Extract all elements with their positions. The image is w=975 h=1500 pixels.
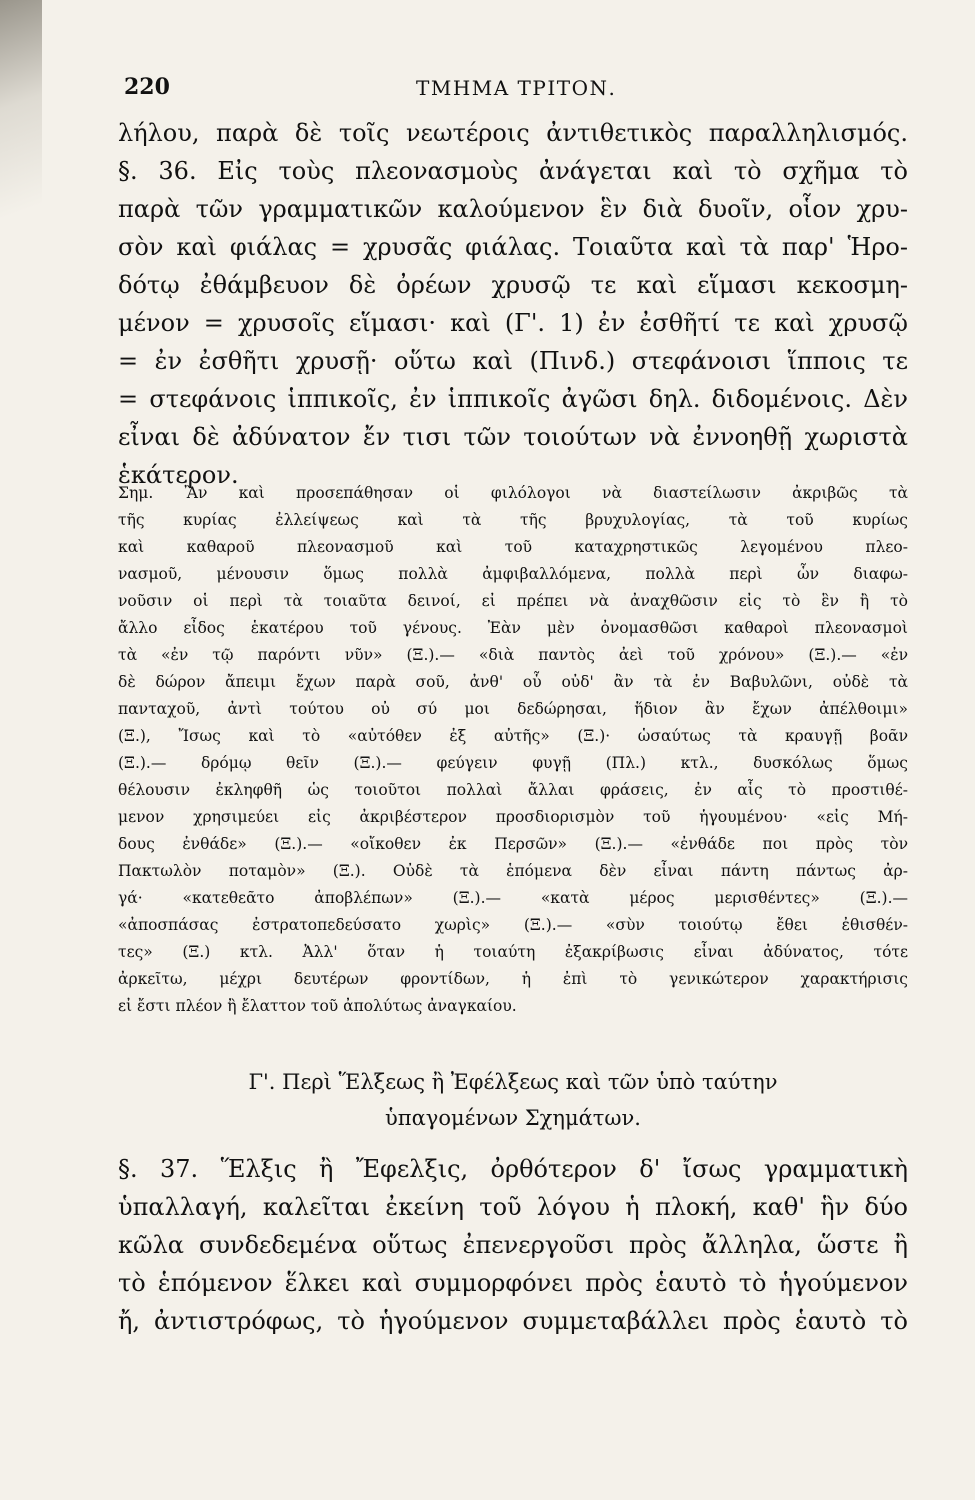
text-line: = ἐν ἐσθῆτι χρυσῇ· οὕτω καὶ (Πινδ.) στεφάνοισι ἵπποις τε <box>118 347 908 375</box>
text-line: = στεφάνοις ἱππικοῖς, ἐν ἱππικοῖς ἀγῶσι δηλ. διδομένοις. Δὲν <box>118 385 908 413</box>
section-37-text <box>118 1150 908 1340</box>
text-line: κῶλα συνδεδεμένα οὕτως ἐπενεργοῦσι πρὸς ἄλληλα, ὥστε ἢ <box>118 1231 908 1259</box>
note-line: νοῦσιν οἱ περὶ τὰ τοιαῦτα δεινοί, εἰ πρέπει νὰ ἀναχθῶσιν εἰς τὸ ἓν ἢ τὸ <box>118 592 908 610</box>
note-line: θέλουσιν ἐκληφθῆ ὡς τοιοῦτοι πολλαὶ ἄλλαι φράσεις, ἐν αἷς τὸ προστιθέ- <box>118 781 908 799</box>
text-line: λήλου, παρὰ δὲ τοῖς νεωτέροις ἀντιθετικὸς παραλληλισμός. <box>118 119 908 147</box>
note-line: ἄλλο εἶδος ἑκατέρου τοῦ γένους. Ἐὰν μὲν ὀνομασθῶσι καθαροὶ πλεονασμοὶ <box>118 619 908 637</box>
text-line: μένον = χρυσοῖς εἵμασι· καὶ (Γ'. 1) ἐν ἐσθῆτί τε καὶ χρυσῷ <box>118 309 908 337</box>
section-heading <box>118 1064 908 1136</box>
note-line: (Ξ.), Ἴσως καὶ τὸ «αὐτόθεν ἐξ αὐτῆς» (Ξ.)· ὡσαύτως τὰ κραυγῇ βοᾶν <box>118 727 908 745</box>
note-line: «ἀποσπάσας ἐστρατοπεδεύσατο χωρὶς» (Ξ.).— «σὺν τοιούτῳ ἔθει ἐθισθέν- <box>118 916 908 934</box>
page-header <box>120 70 900 110</box>
text-line: εἶναι δὲ ἀδύνατον ἔν τισι τῶν τοιούτων νὰ ἐννοηθῇ χωριστὰ <box>118 423 908 451</box>
text-line: ὑπαλλαγή, καλεῖται ἐκείνη τοῦ λόγου ἡ πλοκή, καθ' ἣν δύο <box>118 1193 908 1221</box>
note-line: καὶ καθαροῦ πλεονασμοῦ καὶ τοῦ καταχρηστικῶς λεγομένου πλεο- <box>118 538 908 556</box>
note-line: ἀρκεῖτω, μέχρι δευτέρων φροντίδων, ἡ ἐπὶ τὸ γενικώτερον χαρακτήρισις <box>118 970 908 988</box>
note-line: τες» (Ξ.) κτλ. Ἀλλ' ὅταν ἡ τοιαύτη ἐξακρίβωσις εἶναι ἀδύνατος, τότε <box>118 943 908 961</box>
running-title: ΤΜΗΜΑ ΤΡΙΤΟΝ. <box>416 76 617 100</box>
page-edge-shadow <box>0 0 42 260</box>
note-line: γά· «κατεθεᾶτο ἀποβλέπων» (Ξ.).— «κατὰ μέρος μερισθέντες» (Ξ.).— <box>118 889 908 907</box>
note-line: Σημ. Ἂν καὶ προσεπάθησαν οἱ φιλόλογοι νὰ διαστείλωσιν ἀκριβῶς τὰ <box>118 484 908 502</box>
note-line: δὲ δώρον ἄπειμι ἔχων παρὰ σοῦ, ἀνθ' οὗ οὐδ' ἂν τὰ ἐν Βαβυλῶνι, οὐδὲ τὰ <box>118 673 908 691</box>
footnote-text <box>118 480 908 1020</box>
note-line: εἰ ἔστι πλέον ἢ ἔλαττον τοῦ ἀπολύτως ἀναγκαίου. <box>118 997 517 1015</box>
note-line: μενον χρησιμεύει εἰς ἀκριβέστερον προσδιορισμὸν τοῦ ἡγουμένου· «εἰς Μή- <box>118 808 908 826</box>
note-line: Πακτωλὸν ποταμὸν» (Ξ.). Οὐδὲ τὰ ἑπόμενα δὲν εἶναι πάντη πάντως ἀρ- <box>118 862 908 880</box>
note-line: δους ἐνθάδε» (Ξ.).— «οἴκοθεν ἐκ Περσῶν» (Ξ.).— «ἐνθάδε ποι πρὸς τὸν <box>118 835 908 853</box>
note-line: νασμοῦ, μένουσιν ὅμως πολλὰ ἀμφιβαλλόμενα, πολλὰ περὶ ὧν διαφω- <box>118 565 908 583</box>
note-line: τὰ «ἐν τῷ παρόντι νῦν» (Ξ.).— «διὰ παντὸς ἀεὶ τοῦ χρόνου» (Ξ.).— «ἐν <box>118 646 908 664</box>
page-number: 220 <box>124 74 170 100</box>
note-line: (Ξ.).— δρόμῳ θεῖν (Ξ.).— φεύγειν φυγῇ (Πλ.) κτλ., δυσκόλως ὅμως <box>118 754 908 772</box>
text-line: §. 37. Ἕλξις ἢ Ἔφελξις, ὀρθότερον δ' ἴσως γραμματικὴ <box>118 1155 908 1183</box>
text-line: ἤ, ἀντιστρόφως, τὸ ἡγούμενον συμμεταβάλλει πρὸς ἑαυτὸ τὸ <box>118 1307 908 1335</box>
text-line: παρὰ τῶν γραμματικῶν καλούμενον ἓν διὰ δυοῖν, οἷον χρυ- <box>118 195 908 223</box>
section-heading-line-1: Γ'. Περὶ Ἕλξεως ἢ Ἐφέλξεως καὶ τῶν ὑπὸ ταύτην <box>248 1070 778 1094</box>
text-line: §. 36. Εἰς τοὺς πλεονασμοὺς ἀνάγεται καὶ τὸ σχῆμα τὸ <box>118 157 908 185</box>
note-line: τῆς κυρίας ἐλλείψεως καὶ τὰ τῆς βρυχυλογίας, τὰ τοῦ κυρίως <box>118 511 908 529</box>
text-line: σὸν καὶ φιάλας = χρυσᾶς φιάλας. Τοιαῦτα καὶ τὰ παρ' Ἡρο- <box>118 233 908 261</box>
text-line: δότῳ ἐθάμβευον δὲ ὀρέων χρυσῷ τε καὶ εἵμασι κεκοσμη- <box>118 271 908 299</box>
text-line: ἑκάτερον. <box>118 461 239 489</box>
section-36-text <box>118 114 908 494</box>
text-line: τὸ ἑπόμενον ἕλκει καὶ συμμορφόνει πρὸς ἑαυτὸ τὸ ἡγούμενον <box>118 1269 908 1297</box>
section-heading-line-2: ὑπαγομένων Σχημάτων. <box>385 1106 641 1130</box>
note-line: πανταχοῦ, ἀντὶ τούτου οὐ σύ μοι δεδώρησαι, ἥδιον ἂν ἔχων ἀπέλθοιμι» <box>118 700 908 718</box>
